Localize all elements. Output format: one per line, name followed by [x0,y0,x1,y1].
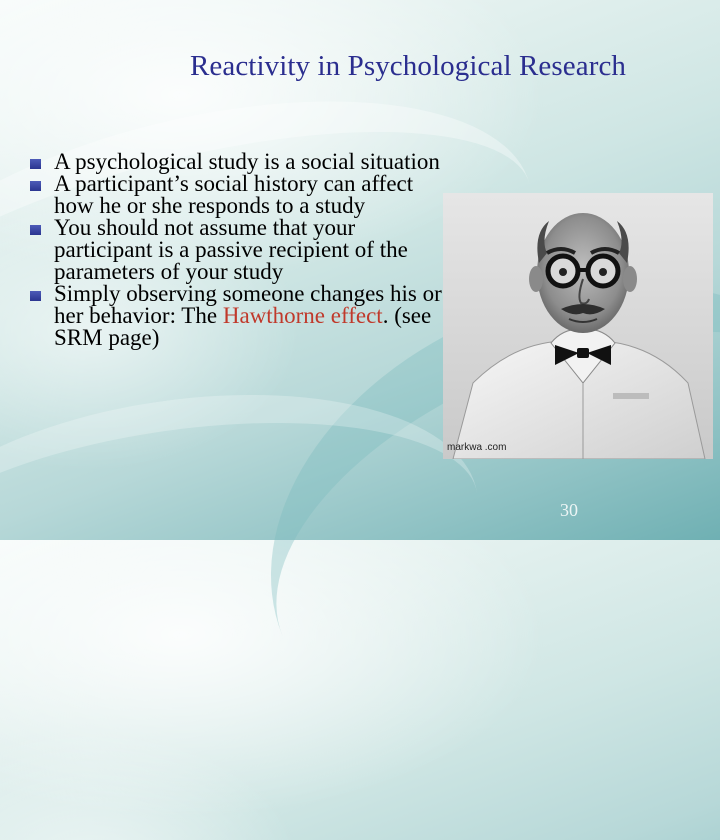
square-bullet-icon [30,225,41,235]
list-item [30,217,450,283]
list-item [30,151,450,173]
portrait-illustration [443,193,713,459]
bullet-text: Simply observing someone changes his or her behavior: The [54,281,442,328]
page-number: 30 [560,500,578,520]
bullet-list [30,151,450,349]
image-watermark: markwa .com [447,442,507,453]
bullet-text: . (see SRM page) [54,303,432,350]
bullet-text: A psychological study is a social situation [54,149,440,174]
bullet-text: You should not assume that your participant is a passive recipient of the parameters of your study [54,215,408,284]
square-bullet-icon [30,159,41,169]
slide-title: Reactivity in Psychological Research [189,50,627,82]
portrait-photo [443,193,713,459]
square-bullet-icon [30,181,41,191]
bullet-text: A participant’s social history can affect how he or she responds to a study [54,171,414,218]
square-bullet-icon [30,291,41,301]
list-item [30,173,450,217]
background-swoosh [0,360,496,711]
list-item [30,283,450,349]
hawthorne-effect-highlight: Hawthorne effect [222,303,383,328]
